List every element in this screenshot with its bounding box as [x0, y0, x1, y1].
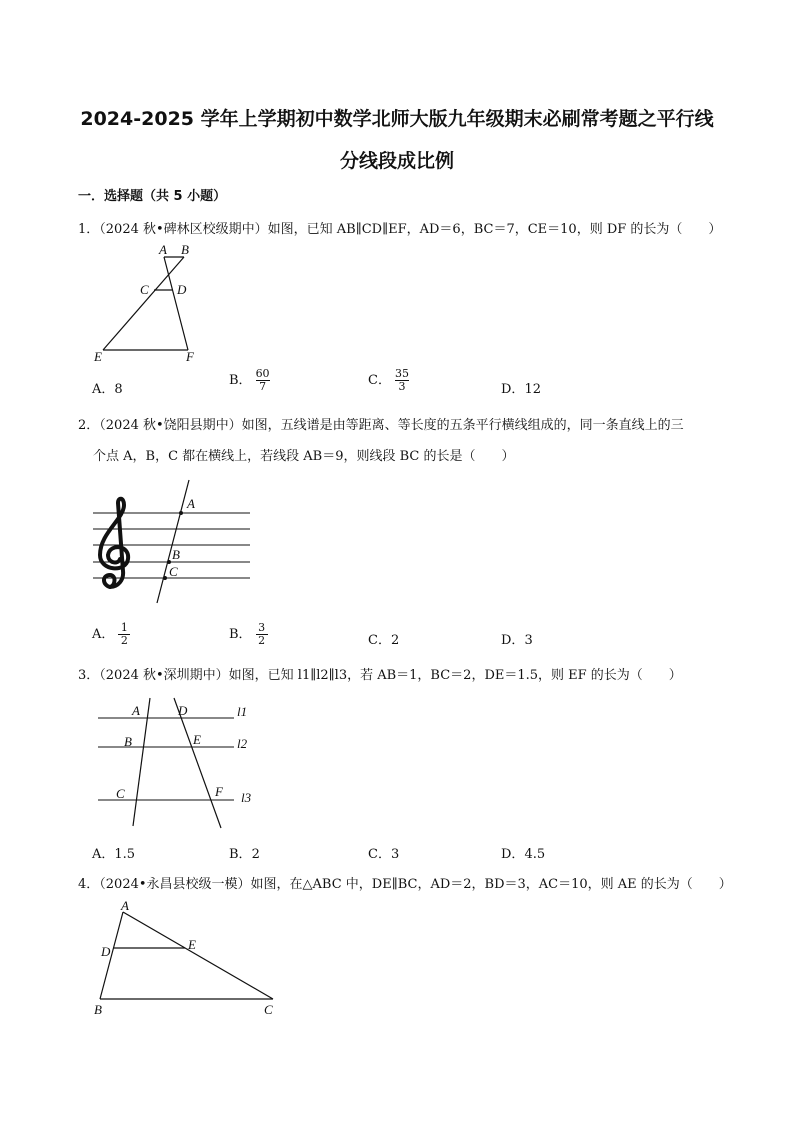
q3-label-f: F [215, 784, 223, 799]
q3-label-l3: l3 [241, 790, 252, 805]
q3-label-c: C [116, 786, 125, 801]
q4-label-a: A [121, 898, 129, 913]
q3-label-e: E [193, 732, 201, 747]
q4-label-e: E [188, 937, 196, 952]
question-2-text-line2: 个点 A，B，C 都在横线上，若线段 AB＝9，则线段 BC 的长是（ ） [93, 449, 515, 464]
q2-label-c: C [169, 564, 178, 579]
q1-label-e: E [94, 349, 102, 364]
question-1-figure [88, 240, 218, 365]
q3-label-d: D [178, 703, 188, 718]
q2-option-c[interactable]: C．2 [368, 633, 400, 648]
q2-option-d[interactable]: D．3 [501, 633, 533, 648]
q3-label-l1: l1 [237, 704, 248, 719]
q4-label-d: D [101, 944, 111, 959]
q1-option-a[interactable]: A．8 [92, 382, 123, 397]
q1-label-c: C [140, 282, 149, 297]
q2-option-a[interactable]: A． $\frac{1}{2}$ [92, 622, 130, 647]
section-header: 一．选择题（共 5 小题） [78, 189, 227, 204]
q4-label-c: C [264, 1002, 273, 1017]
q3-label-a: A [132, 703, 140, 718]
q2-label-b: B [172, 547, 180, 562]
question-1-text: 1．（2024 秋•碑林区校级期中）如图，已知 AB∥CD∥EF，AD＝6，BC＝7，CE＝10，则 DF 的长为（ ） [78, 222, 722, 237]
q1-label-f: F [186, 349, 194, 364]
question-3-figure [88, 695, 263, 835]
q3-option-d[interactable]: D．4.5 [501, 847, 546, 862]
question-3-text: 3．（2024 秋•深圳期中）如图，已知 l1∥l2∥l3，若 AB＝1，BC＝2，DE＝1.5，则 EF 的长为（ ） [78, 668, 682, 683]
q3-option-c[interactable]: C．3 [368, 847, 400, 862]
question-4-text: 4．（2024•永昌县校级一模）如图，在△ABC 中，DE∥BC，AD＝2，BD＝3，AC＝10，则 AE 的长为（ ） [78, 877, 732, 892]
question-2-figure [88, 475, 258, 610]
question-2-text-line1: 2．（2024 秋•饶阳县期中）如图，五线谱是由等距离、等长度的五条平行横线组成的，同一条直线上的三 [78, 418, 684, 433]
page-title-line1: 2024-2025 学年上学期初中数学北师大版九年级期末必刷常考题之平行线 [80, 108, 714, 130]
q3-label-l2: l2 [237, 736, 248, 751]
page-title-line2: 分线段成比例 [339, 150, 454, 172]
treble-clef-icon [100, 499, 128, 587]
q1-option-c[interactable]: C． $\frac{35}{3}$ [368, 367, 409, 393]
q3-option-b[interactable]: B．2 [229, 847, 260, 862]
q1-label-d: D [177, 282, 187, 297]
q1-label-a: A [159, 242, 167, 257]
q2-label-a: A [187, 496, 195, 511]
q1-option-d[interactable]: D．12 [501, 382, 541, 397]
q2-option-b[interactable]: B． $\frac{3}{2}$ [229, 622, 268, 647]
q3-option-a[interactable]: A．1.5 [92, 847, 136, 862]
q1-label-b: B [181, 242, 189, 257]
q4-label-b: B [94, 1002, 102, 1017]
question-4-figure [88, 898, 288, 1023]
q1-option-b[interactable]: B． $\frac{60}{7}$ [229, 367, 270, 393]
q3-label-b: B [124, 734, 132, 749]
